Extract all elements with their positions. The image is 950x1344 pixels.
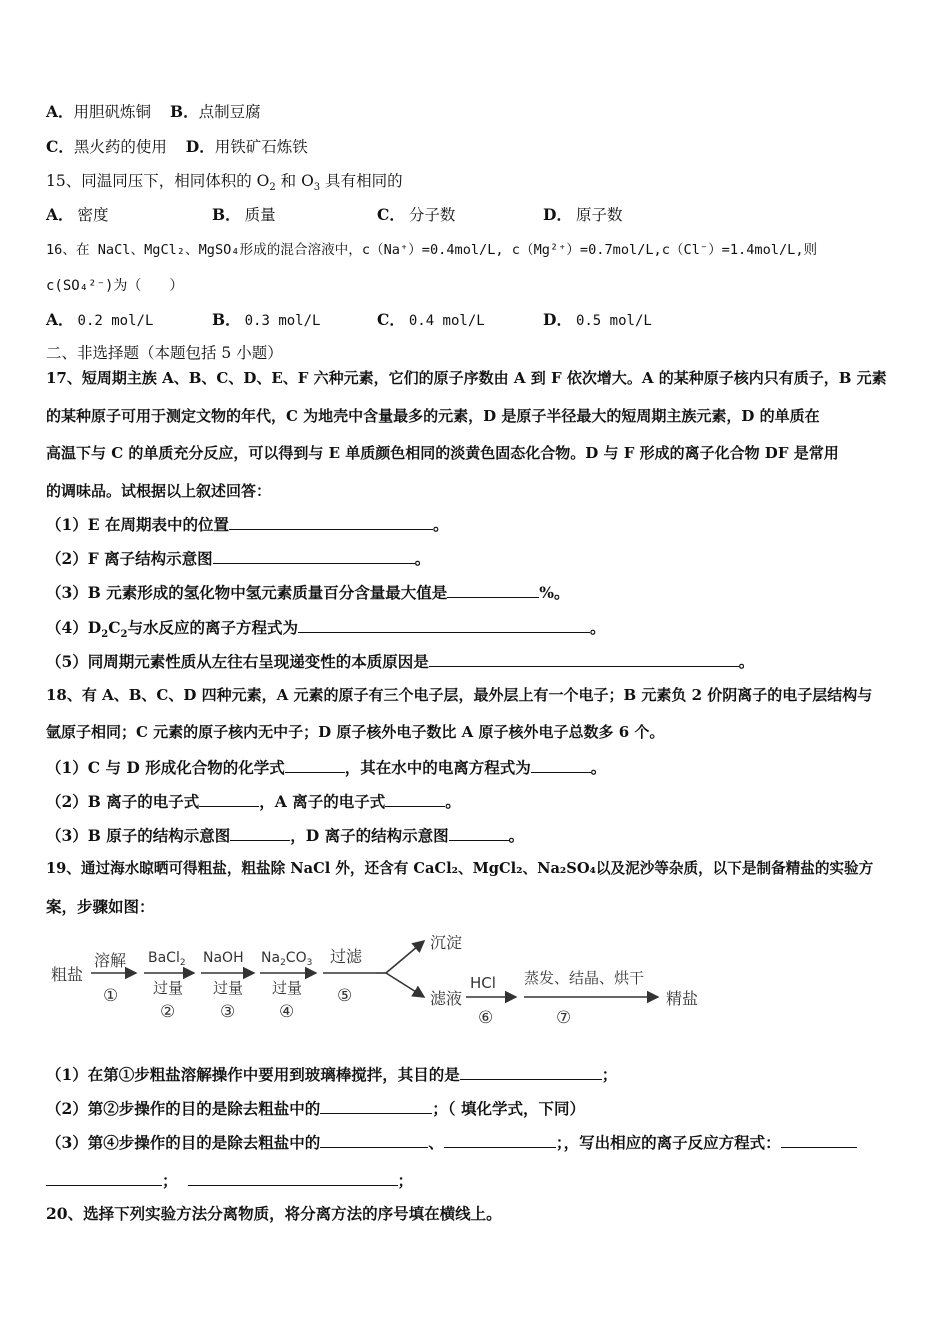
q17-part5-blank[interactable] [429,651,739,667]
q17-line2: 的某种原子可用于测定文物的年代，C 为地壳中含量最多的元素，D 是原子半径最大的短周期主族元素，D 的单质在 [46,407,820,425]
q14-b-text: 点制豆腐 [198,103,261,121]
q17-part5 [46,651,754,672]
step7-label: 蒸发、结晶、烘干 [524,969,645,987]
q17-part5-end: 。 [738,652,755,671]
q18-part1-c: 。 [590,758,607,777]
arrow-to-precipitate [386,941,424,973]
q16-line1: 16、在 NaCl、MgCl₂、MgSO₄形成的混合溶液中，c（Na⁺）=0.4mol/L, c（Mg²⁺）=0.7mol/L,c（Cl⁻）=1.4mol/L,则 [46,242,818,258]
q14-d-text: 用铁矿石炼铁 [214,138,308,156]
q19-part3-blank4[interactable] [46,1170,162,1186]
q17-part3-blank[interactable] [447,582,539,598]
q15-sub2: 3 [313,182,321,194]
step1-label: 溶解 [94,951,127,970]
q17-part4-pre: （4）D [46,618,102,637]
q17-part1 [46,514,449,535]
q17-line3: 高温下与 C 的单质充分反应，可以得到与 E 单质颜色相同的淡黄色固态化合物。D 与 F 形成的离子化合物 DF 是常用 [46,444,839,462]
q15-sub1: 2 [269,182,276,194]
section-2-heading: 二、非选择题（本题包括 5 小题） [46,344,283,362]
q19-part3-b: 、 [428,1133,444,1152]
q18-part2-c: 。 [445,792,461,811]
q18-part1-blank2[interactable] [531,757,591,773]
q18-part1 [46,757,606,778]
q14-options-ab [46,102,261,122]
q19-part3-blank1[interactable] [320,1132,428,1148]
q17-part2-text: （2）F 离子结构示意图 [46,549,213,568]
q16-option-b[interactable]: B． 0.3 mol/L [212,310,321,329]
q15-stem [46,171,403,194]
q17-part3-tail: %。 [539,583,570,602]
step1-number: ① [103,986,119,1006]
q18-line1: 18、有 A、B、C、D 四种元素，A 元素的原子有三个电子层，最外层上有一个电子；B 元素负 2 价阴离子的电子层结构与 [46,686,873,704]
q14-a-text: 用胆矾炼铜 [73,103,152,121]
q17-part4 [46,617,606,641]
precipitate-label: 沉淀 [430,935,463,952]
q14-d-key: D． [185,137,215,156]
q16-option-a[interactable]: A． 0.2 mol/L [46,310,154,329]
q19-part2-b: ；（ 填化学式，下同） [432,1099,585,1118]
q17-part3 [46,582,570,603]
q18-part1-a: （1）C 与 D 形成化合物的化学式 [46,758,285,777]
q19-part2-a: （2）第②步操作的目的是除去粗盐中的 [46,1099,321,1118]
step2-excess: 过量 [153,979,184,997]
q15-option-d[interactable]: D． 原子数 [543,205,623,224]
q19-part3-blank3[interactable] [781,1132,857,1148]
q19-part1-a: （1）在第①步粗盐溶解操作中要用到玻璃棒搅拌，其目的是 [46,1065,460,1084]
q17-part2-end: 。 [414,549,431,568]
refined-salt-label: 精盐 [666,989,699,1008]
q19-part1-blank[interactable] [460,1064,602,1080]
step5-number: ⑤ [337,986,353,1006]
q19-part3-a: （3）第④步操作的目的是除去粗盐中的 [46,1133,321,1152]
q19-part3-cont [46,1170,413,1191]
q18-part3-c: 。 [508,826,525,845]
q16-option-d[interactable]: D． 0.5 mol/L [543,310,652,329]
q17-part4-sub2: 2 [120,629,128,641]
q17-part5-text: （5）同周期元素性质从左往右呈现递变性的本质原因是 [46,652,429,671]
q20-stem: 20、选择下列实验方法分离物质，将分离方法的序号填在横线上。 [46,1204,502,1223]
q17-part2 [46,548,430,569]
q15-stem-mid: 和 O [275,172,314,190]
q18-line2: 氩原子相同；C 元素的原子核内无中子；D 原子核外电子数比 A 原子核外电子总数多 6 个。 [46,723,665,741]
q17-line1: 17、短周期主族 A、B、C、D、E、F 六种元素，它们的原子序数由 A 到 F 依次增大。A 的某种原子核内只有质子，B 元素 [46,369,887,387]
q18-part2-blank1[interactable] [199,791,259,807]
q15-option-a[interactable]: A． 密度 [46,205,109,224]
step2-number: ② [160,1002,176,1022]
q19-part1-b: ； [601,1065,618,1084]
q19-part2-blank[interactable] [320,1098,432,1114]
q18-part3-a: （3）B 原子的结构示意图 [46,826,231,845]
crude-salt-label: 粗盐 [51,965,84,984]
q19-part1 [46,1064,617,1085]
step6-reagent: HCl [470,974,496,992]
step2-reagent: BaCl$_2$ [148,950,186,968]
step3-number: ③ [220,1002,236,1022]
q15-option-c[interactable]: C． 分子数 [377,205,456,224]
q18-part3-blank1[interactable] [230,825,290,841]
q19-part3-c: ；，写出相应的离子反应方程式： [555,1133,781,1152]
q19-part3-e: ； [397,1171,414,1190]
step3-reagent: NaOH [203,950,244,966]
q18-part3-b: ，D 离子的结构示意图 [290,826,449,845]
q18-part2-blank2[interactable] [385,791,445,807]
q18-part1-blank1[interactable] [285,757,345,773]
q17-part4-end: 。 [590,618,606,637]
step3-excess: 过量 [213,979,244,997]
step7-number: ⑦ [556,1008,572,1028]
q14-b-key: B． [169,102,199,121]
q19-part3-d: ； [162,1171,178,1190]
q19-part2 [46,1098,585,1119]
q17-part4-blank[interactable] [298,617,590,633]
q15-stem-pre: 15、同温同压下，相同体积的 O [46,172,270,190]
arrow-to-filtrate [386,973,424,997]
q16-option-c[interactable]: C． 0.4 mol/L [377,310,485,329]
step6-number: ⑥ [478,1008,494,1028]
q17-line4: 的调味品。试根据以上叙述回答： [46,482,272,500]
q18-part3 [46,825,524,846]
q18-part2-b: ，A 离子的电子式 [259,792,386,811]
q17-part4-mid: C [108,618,121,637]
q17-part4-post: 与水反应的离子方程式为 [127,618,299,637]
q19-part3-blank5[interactable] [188,1170,398,1186]
q19-line2: 案，步骤如图： [46,897,155,916]
step5-label: 过滤 [330,947,363,966]
q18-part1-b: ，其在水中的电离方程式为 [344,758,531,777]
q19-part3-blank2[interactable] [444,1132,556,1148]
q14-c-text: 黑火药的使用 [73,138,167,156]
q17-part1-end: 。 [433,515,449,534]
q18-part2 [46,791,461,812]
q14-c-key: C． [46,137,74,156]
q15-option-b[interactable]: B． 质量 [212,205,276,224]
q14-options-cd [46,137,308,157]
salt-purification-flowchart [46,935,716,1035]
q17-part2-blank[interactable] [213,548,415,564]
step4-excess: 过量 [272,979,303,997]
q19-part3 [46,1132,857,1153]
step4-reagent: $Na_2CO_3$ [261,950,313,968]
q14-a-key: A． [46,102,74,121]
q17-part3-text: （3）B 元素形成的氢化物中氢元素质量百分含量最大值是 [46,583,448,602]
step4-number: ④ [279,1002,295,1022]
q17-part4-sub1: 2 [101,629,109,641]
q15-stem-post: 具有相同的 [320,172,403,190]
filtrate-label: 滤液 [430,989,463,1008]
q17-part1-blank[interactable] [229,514,433,530]
q19-line1: 19、通过海水晾晒可得粗盐，粗盐除 NaCl 外，还含有 CaCl₂、MgCl₂、Na₂SO₄以及泥沙等杂质，以下是制备精盐的实验方 [46,860,874,877]
q18-part2-a: （2）B 离子的电子式 [46,792,200,811]
q17-part1-text: （1）E 在周期表中的位置 [46,515,229,534]
q18-part3-blank2[interactable] [449,825,509,841]
q16-line2: c(SO₄²⁻)为（ ） [46,278,184,294]
